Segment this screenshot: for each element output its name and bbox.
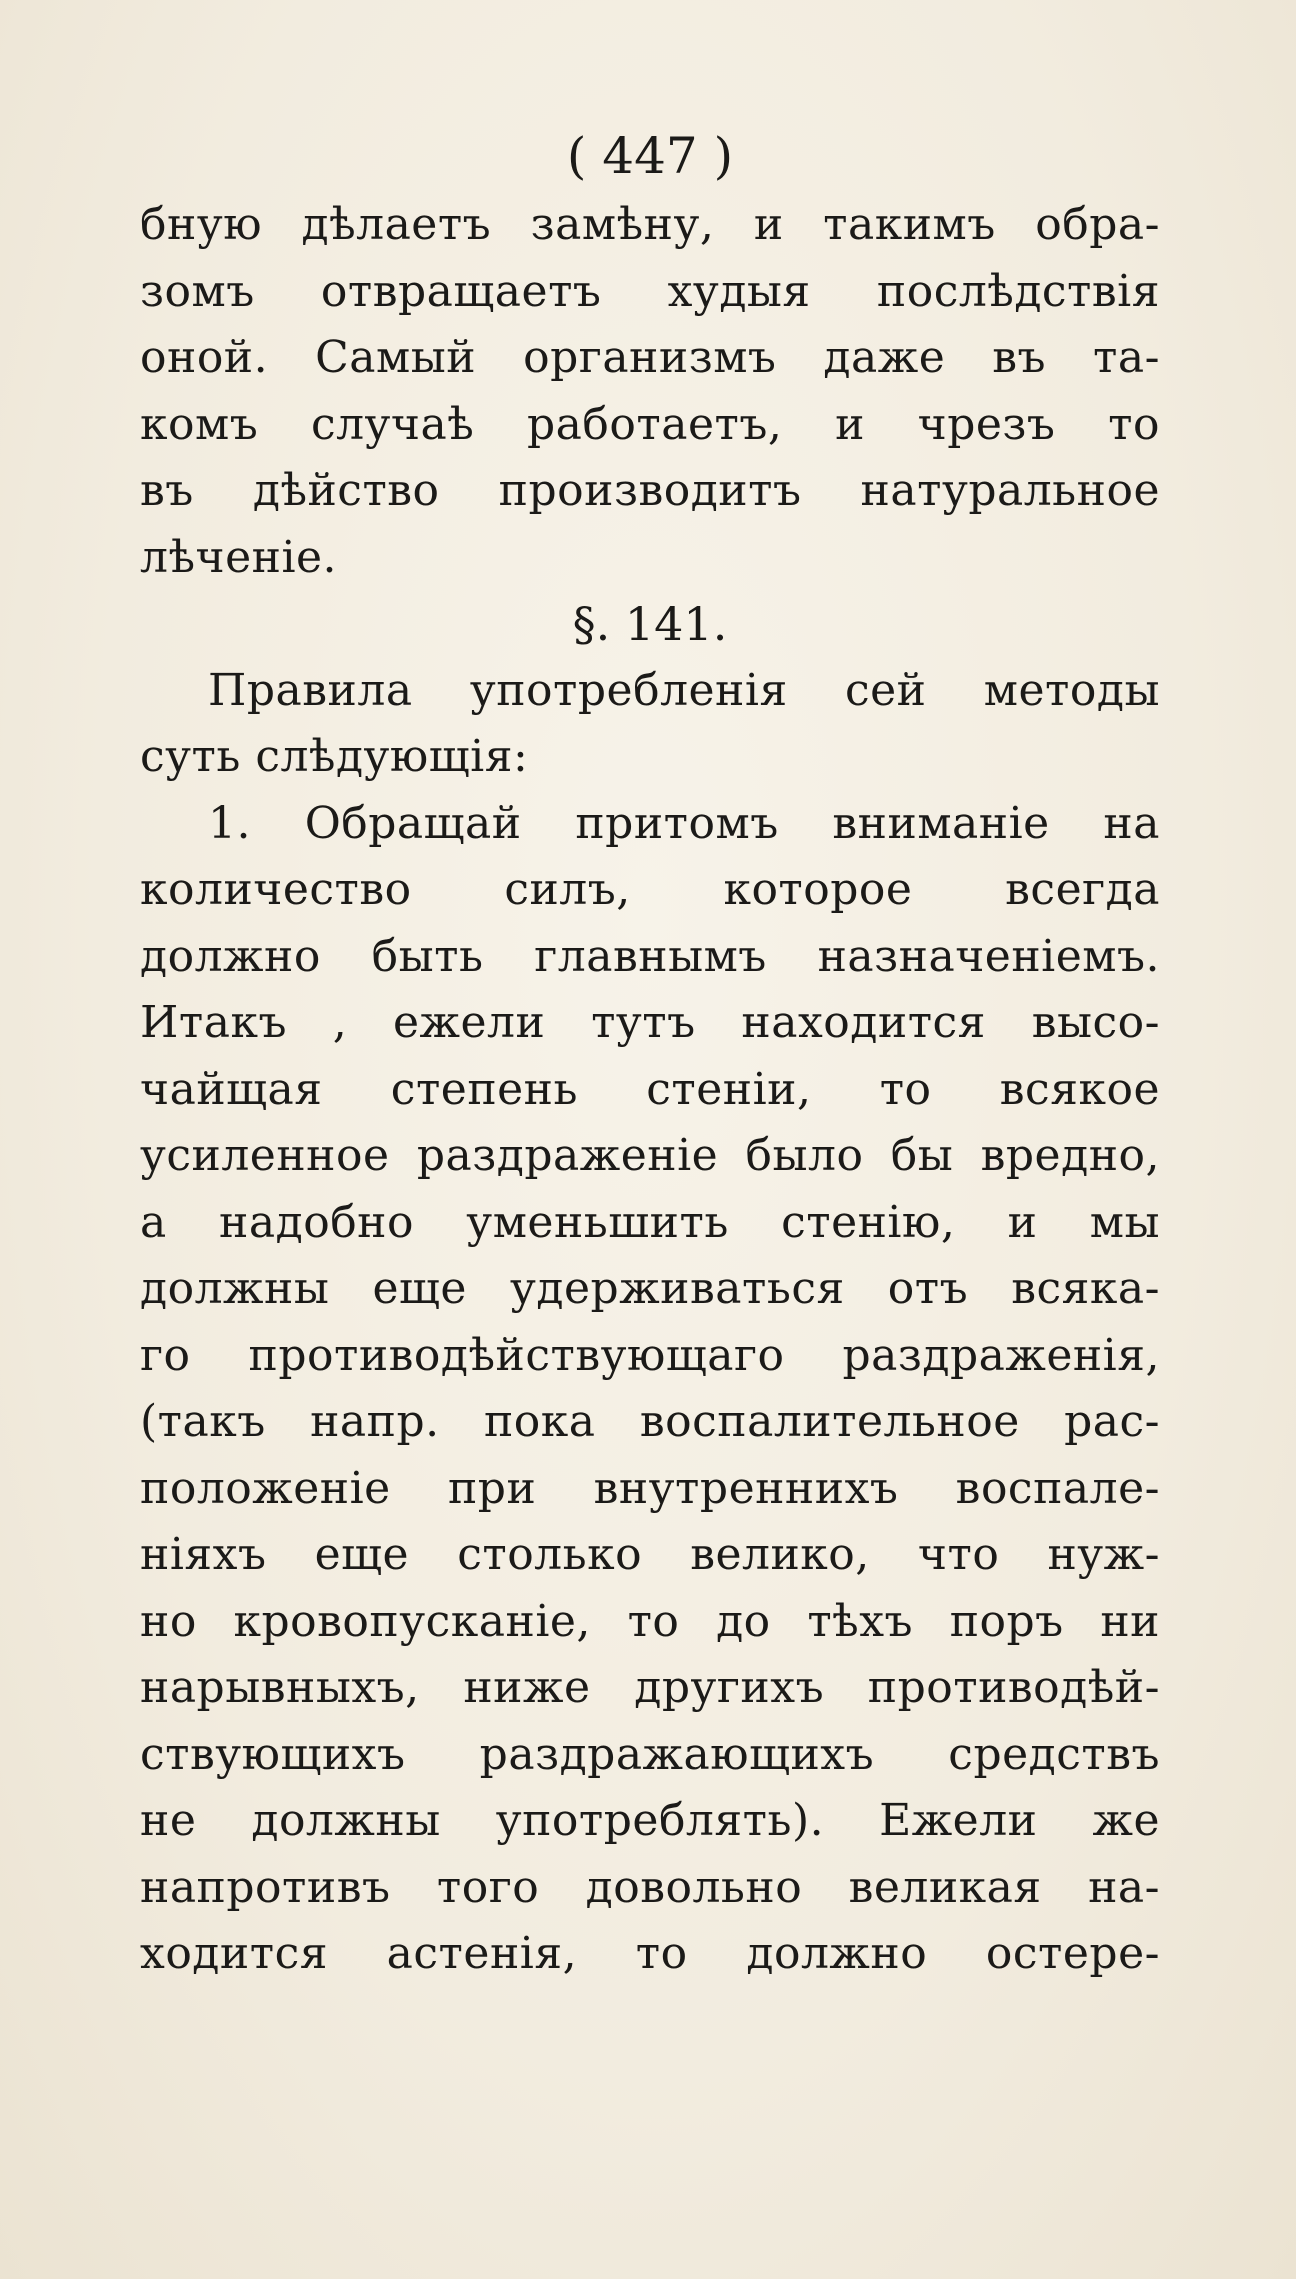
text-line: Правила употребленія сей методы bbox=[208, 664, 1160, 716]
text-line: усиленное раздраженіе было бы вредно, bbox=[140, 1130, 1160, 1181]
text-line: а надобно уменьшить стенію, и мы bbox=[140, 1196, 1160, 1248]
text-line: напротивъ того довольно великая на- bbox=[140, 1861, 1160, 1913]
text-line: комъ случаѣ работаетъ, и чрезъ то bbox=[140, 398, 1160, 450]
text-line: ходится астенія, то должно остере- bbox=[140, 1928, 1160, 1979]
text-line: количество силъ, которое всегда bbox=[140, 864, 1160, 915]
text-line: нарывныхъ, ниже другихъ противодѣй- bbox=[140, 1662, 1160, 1713]
section-paragraph bbox=[140, 658, 1160, 1988]
text-line: лѣченіе. bbox=[140, 531, 338, 583]
text-line: бную дѣлаетъ замѣну, и такимъ обра- bbox=[140, 199, 1160, 250]
text-line: (такъ напр. пока воспалительное рас- bbox=[140, 1396, 1160, 1447]
text-line: зомъ отвращаетъ худыя послѣдствія bbox=[140, 265, 1160, 317]
page-text bbox=[140, 120, 1160, 1988]
text-line: Итакъ , ежели тутъ находится высо- bbox=[140, 997, 1160, 1048]
text-line: положеніе при внутреннихъ воспале- bbox=[140, 1462, 1160, 1514]
text-line: должно быть главнымъ назначеніемъ. bbox=[140, 930, 1160, 982]
text-line: го противодѣйствующаго раздраженія, bbox=[140, 1329, 1160, 1381]
text-line: чайщая степень стеніи, то всякое bbox=[140, 1063, 1160, 1115]
text-line: въ дѣйство производитъ натуральное bbox=[140, 465, 1160, 516]
page-number: ( 447 ) bbox=[566, 127, 734, 185]
text-line: должны еще удерживаться отъ всяка- bbox=[140, 1263, 1160, 1314]
continuation-paragraph bbox=[140, 192, 1160, 591]
text-line: не должны употреблять). Ежели же bbox=[140, 1795, 1160, 1846]
text-line: 1. Обращай притомъ вниманіе на bbox=[208, 797, 1160, 849]
text-line: суть слѣдующія: bbox=[140, 731, 529, 782]
text-line: оной. Самый организмъ даже въ та- bbox=[140, 332, 1160, 383]
text-line: ніяхъ еще столько велико, что нуж- bbox=[140, 1529, 1160, 1580]
section-heading: §. 141. bbox=[572, 597, 728, 651]
text-line: но кровопусканіе, то до тѣхъ поръ ни bbox=[140, 1595, 1160, 1647]
text-line: ствующихъ раздражающихъ средствъ bbox=[140, 1728, 1160, 1780]
